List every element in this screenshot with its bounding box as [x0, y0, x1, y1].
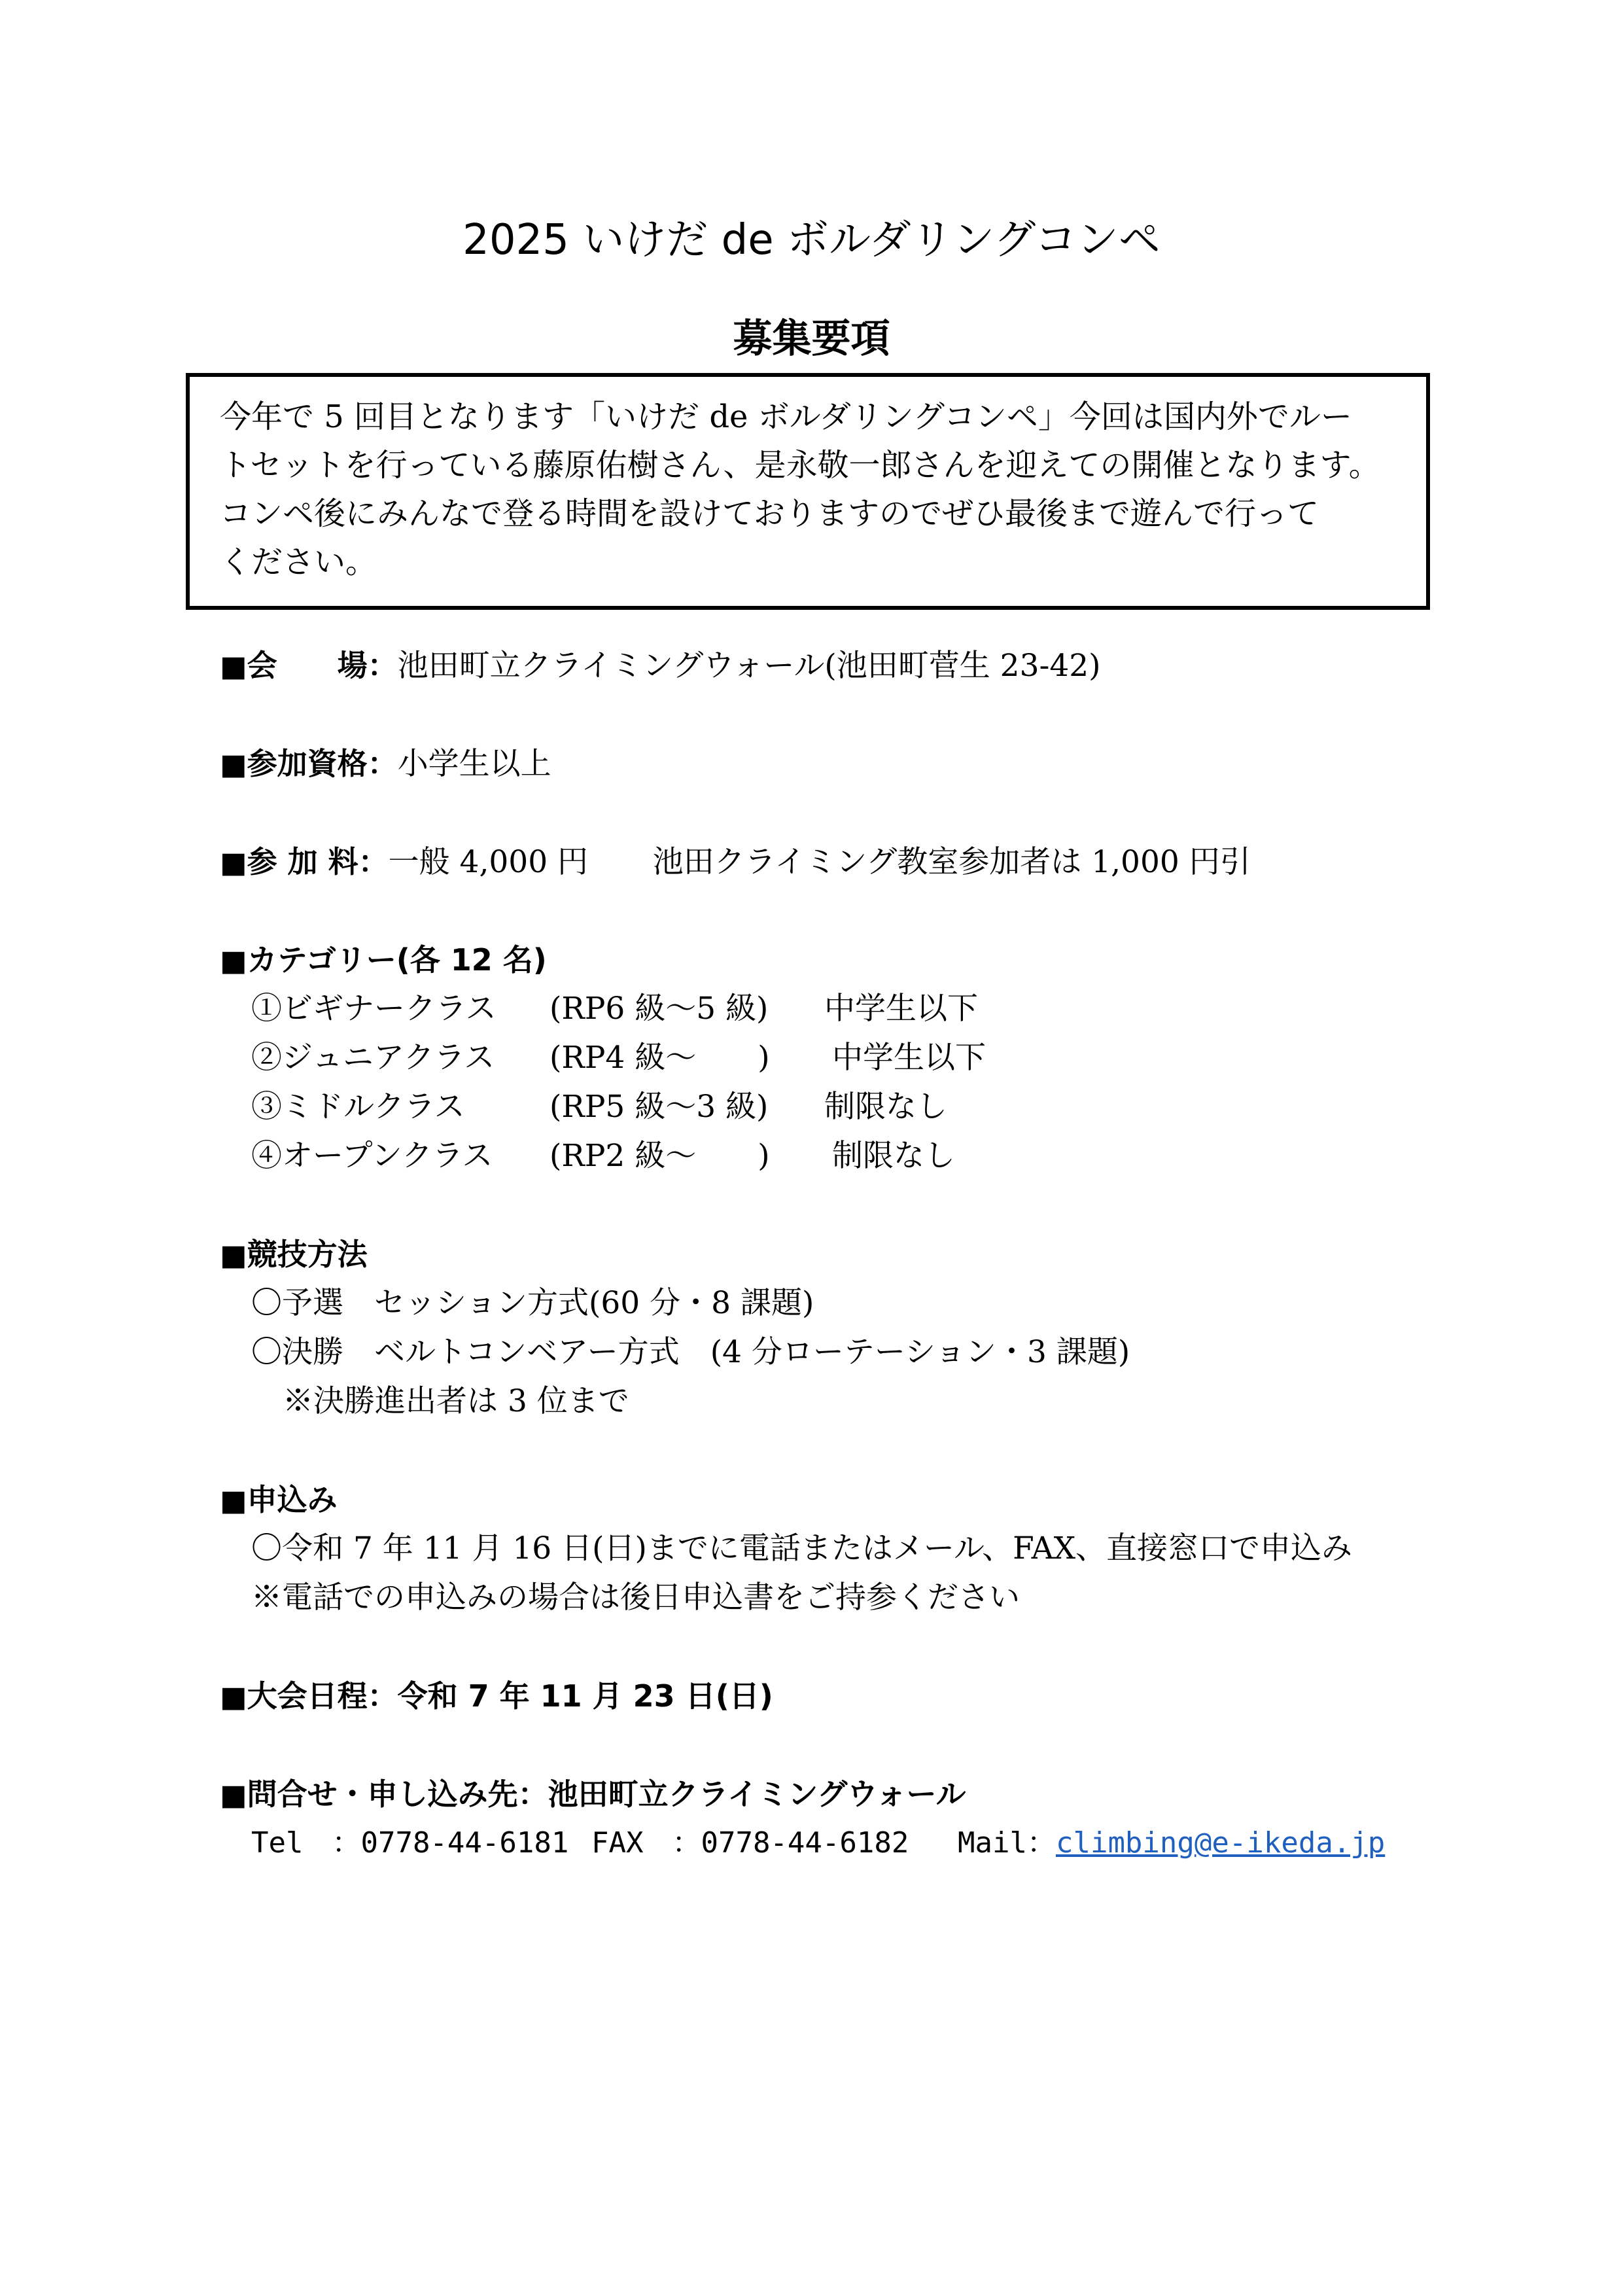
contact-mail-link[interactable]: climbing@e-ikeda.jp	[1055, 1826, 1386, 1860]
format-heading-row	[220, 1230, 368, 1280]
intro-line: コンペ後にみんなで登る時間を設けておりますのでぜひ最後まで遊んで行って	[220, 495, 1319, 532]
application-heading-row	[220, 1475, 338, 1525]
fee-row	[220, 838, 1251, 887]
bullet-square: ■	[220, 650, 247, 683]
intro-line: ください。	[220, 544, 377, 580]
fee-label: 参 加 料：	[247, 844, 389, 879]
contact-tel: Tel ：0778-44-6181	[251, 1826, 569, 1860]
format-note: ※決勝進出者は 3 位まで	[283, 1383, 629, 1419]
contact-fax: FAX ：0778-44-6182	[591, 1826, 909, 1860]
bullet-square: ■	[220, 1484, 247, 1517]
categories-heading: カテゴリー(各 12 名)	[247, 942, 547, 978]
application-line: ※電話での申込みの場合は後日申込書をご持参ください	[251, 1580, 1020, 1616]
contact-value: 池田町立クライミングウォール	[548, 1776, 966, 1812]
venue-value: 池田町立クライミングウォール(池田町菅生 23-42)	[397, 648, 1101, 684]
bullet-square: ■	[220, 944, 247, 978]
format-final: 〇決勝 ベルトコンベアー方式 (4 分ローテーション・3 課題)	[251, 1334, 1130, 1370]
category-limit: 制限なし	[824, 1089, 947, 1125]
categories-heading-row	[220, 936, 547, 985]
fee-general: 一般 4,000 円	[388, 844, 589, 880]
category-item	[251, 1034, 986, 1082]
intro-box	[186, 373, 1430, 610]
category-name: ②ジュニアクラス	[251, 1040, 495, 1076]
category-limit: 制限なし	[832, 1138, 955, 1174]
application-line: 〇令和 7 年 11 月 16 日(日)までに電話またはメール、FAX、直接窓口で申込み	[251, 1530, 1353, 1566]
fee-discount: 池田クライミング教室参加者は 1,000 円引	[652, 844, 1251, 880]
eligibility-row	[220, 739, 551, 789]
category-grade: (RP6 級～5 級)	[550, 991, 769, 1027]
category-item	[251, 1083, 947, 1131]
intro-line: 今年で 5 回目となります「いけだ de ボルダリングコンペ」今回は国内外でルー	[220, 398, 1352, 435]
event-date-label: 大会日程：	[247, 1678, 398, 1714]
category-item	[251, 1132, 955, 1180]
contact-label: 問合せ・申し込み先：	[247, 1776, 548, 1812]
category-limit: 中学生以下	[832, 1040, 986, 1076]
venue-label: 会 場：	[247, 648, 398, 683]
bullet-square: ■	[220, 1778, 247, 1812]
document-title: 2025 いけだ de ボルダリングコンペ	[462, 216, 1161, 264]
category-grade: (RP2 級～ )	[550, 1138, 770, 1174]
bullet-square: ■	[220, 1680, 247, 1714]
bullet-square: ■	[220, 846, 247, 879]
intro-line: トセットを行っている藤原佑樹さん、是永敬一郎さんを迎えての開催となります。	[220, 447, 1380, 484]
category-grade: (RP4 級～ )	[550, 1040, 770, 1076]
category-name: ③ミドルクラス	[251, 1089, 465, 1125]
contact-details-row	[251, 1819, 1385, 1867]
category-item	[251, 985, 978, 1033]
bullet-square: ■	[220, 748, 247, 781]
bullet-square: ■	[220, 1239, 247, 1272]
eligibility-value: 小学生以上	[397, 746, 551, 782]
event-date-value: 令和 7 年 11 月 23 日(日)	[397, 1678, 773, 1714]
format-prelim: 〇予選 セッション方式(60 分・8 課題)	[251, 1285, 814, 1321]
venue-row	[220, 641, 1101, 691]
eligibility-label: 参加資格：	[247, 746, 398, 781]
contact-heading-row	[220, 1770, 966, 1820]
category-limit: 中学生以下	[824, 991, 978, 1027]
format-heading: 競技方法	[247, 1237, 368, 1272]
application-heading: 申込み	[247, 1482, 338, 1517]
event-date-row	[220, 1672, 773, 1722]
category-name: ①ビギナークラス	[251, 991, 497, 1027]
document-subtitle: 募集要項	[733, 316, 890, 362]
contact-mail-label: Mail：	[958, 1826, 1056, 1860]
category-name: ④オープンクラス	[251, 1138, 493, 1174]
category-grade: (RP5 級～3 級)	[550, 1089, 769, 1125]
